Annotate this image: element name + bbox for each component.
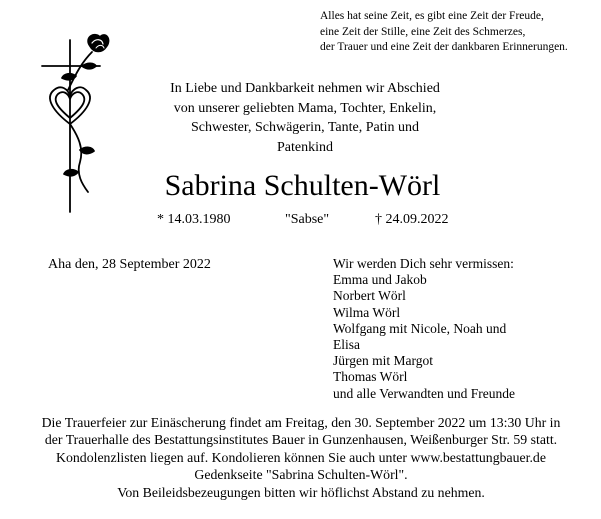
mourner-line: Elisa bbox=[333, 337, 360, 353]
mourner-line: und alle Verwandten und Freunde bbox=[333, 385, 515, 401]
intro-line: In Liebe und Dankbarkeit nehmen wir Abschied bbox=[170, 81, 440, 96]
footer-line: Gedenkseite "Sabrina Schulten-Wörl". bbox=[194, 467, 408, 483]
deceased-name: Sabrina Schulten-Wörl bbox=[164, 169, 441, 202]
cross-heart-rose-icon bbox=[40, 32, 120, 217]
footer-line: der Trauerhalle des Bestattungsinstitutes Bauer in Gunzenhausen, Weißenburger Str. 59 statt. bbox=[44, 432, 558, 448]
quote-line: Alles hat seine Zeit, es gibt eine Zeit der Freude, bbox=[320, 10, 544, 22]
mourner-line: Wolfgang mit Nicole, Noah und bbox=[333, 320, 507, 336]
mourner-line: Thomas Wörl bbox=[333, 369, 408, 385]
footer-line: Von Beileidsbezeugungen bitten wir höflichst Abstand zu nehmen. bbox=[117, 484, 485, 500]
nickname: "Sabse" bbox=[285, 212, 330, 227]
intro-line: von unserer geliebten Mama, Tochter, Enkelin, bbox=[173, 100, 437, 116]
mourner-line: Emma und Jakob bbox=[333, 272, 427, 288]
intro-line: Patenkind bbox=[277, 139, 333, 155]
quote-line: der Trauer und eine Zeit der dankbaren Erinnerungen. bbox=[320, 41, 568, 53]
mourners-list bbox=[333, 256, 515, 402]
mourner-line: Norbert Wörl bbox=[333, 288, 406, 304]
mourner-line: Jürgen mit Margot bbox=[333, 353, 433, 369]
intro-line: Schwester, Schwägerin, Tante, Patin und bbox=[191, 120, 419, 136]
quote-block bbox=[320, 9, 568, 56]
mourner-line: Wir werden Dich sehr vermissen: bbox=[333, 256, 514, 271]
place-date: Aha den, 28 September 2022 bbox=[48, 257, 211, 272]
footer-line: Kondolenzlisten liegen auf. Kondolieren können Sie auch unter www.bestattungbauer.de bbox=[56, 449, 546, 465]
death-date: † 24.09.2022 bbox=[375, 212, 449, 227]
quote-line: eine Zeit der Stille, eine Zeit des Schmerzes, bbox=[320, 25, 526, 38]
mourner-line: Wilma Wörl bbox=[333, 304, 401, 320]
intro-text bbox=[140, 79, 470, 157]
birth-date: * 14.03.1980 bbox=[157, 212, 231, 227]
ceremony-info bbox=[6, 414, 596, 501]
footer-line: Die Trauerfeier zur Einäscherung findet am Freitag, den 30. September 2022 um 13:30 Uhr in bbox=[41, 415, 561, 430]
